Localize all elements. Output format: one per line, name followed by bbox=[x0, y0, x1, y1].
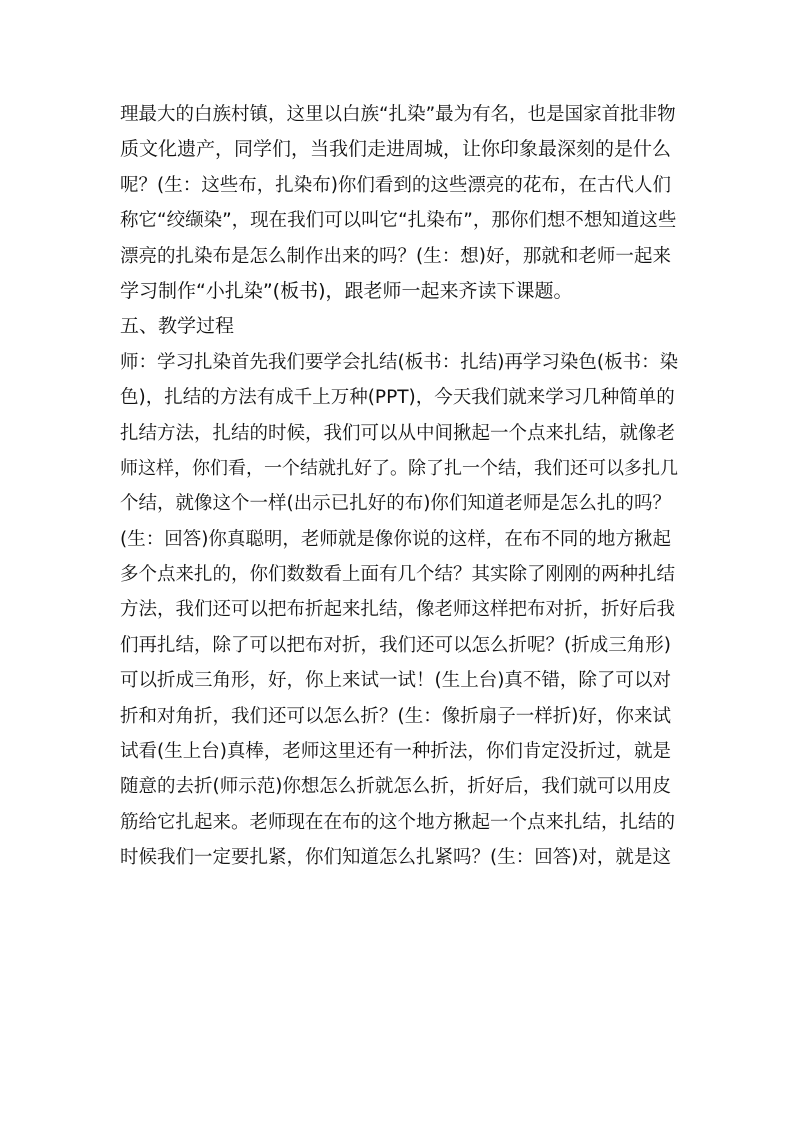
text-line: 可以折成三角形，好，你上来试一试！(生上台)真不错，除了可以对 bbox=[120, 670, 671, 692]
text-line: 随意的去折(师示范)你想怎么折就怎么折，折好后，我们就可以用皮 bbox=[120, 776, 671, 798]
text-line: 们再扎结，除了可以把布对折，我们还可以怎么折呢？(折成三角形) bbox=[120, 634, 671, 656]
section-heading: 五、教学过程 bbox=[120, 315, 235, 338]
text-line: 师这样，你们看，一个结就扎好了。除了扎一个结，我们还可以多扎几 bbox=[120, 457, 678, 479]
text-line: 个结，就像这个一样(出示已扎好的布)你们知道老师是怎么扎的吗？ bbox=[120, 493, 671, 515]
text-line: 多个点来扎的，你们数数看上面有几个结？其实除了刚刚的两种扎结 bbox=[120, 564, 676, 586]
text-line: 漂亮的扎染布是怎么制作出来的吗？(生：想)好，那就和老师一起来 bbox=[120, 245, 671, 267]
text-line: 称它“绞缬染”，现在我们可以叫它“扎染布”，那你们想不想知道这些 bbox=[120, 210, 677, 232]
text-line: 质文化遗产，同学们，当我们走进周城，让你印象最深刻的是什么 bbox=[120, 138, 672, 161]
text-line: 学习制作“小扎染”(板书)，跟老师一起来齐读下课题。 bbox=[120, 279, 573, 302]
document-body bbox=[120, 97, 680, 876]
text-line: 理最大的白族村镇，这里以白族“扎染”最为有名，也是国家首批非物 bbox=[120, 104, 676, 125]
text-line: 筋给它扎起来。老师现在在布的这个地方揪起一个点来扎结，扎结的 bbox=[120, 811, 676, 833]
text-line: (生：回答)你真聪明，老师就是像你说的这样，在布不同的地方揪起 bbox=[120, 528, 671, 550]
text-line: 色)，扎结的方法有成千上万种(PPT)，今天我们就来学习几种简单的 bbox=[120, 387, 675, 409]
text-line: 时候我们一定要扎紧，你们知道怎么扎紧吗？(生：回答)对，就是这 bbox=[120, 847, 671, 869]
text-line: 方法，我们还可以把布折起来扎结，像老师这样把布对折，折好后我 bbox=[120, 599, 676, 621]
text-line: 扎结方法，扎结的时候，我们可以从中间揪起一个点来扎结，就像老 bbox=[120, 422, 676, 444]
text-line: 师：学习扎染首先我们要学会扎结(板书：扎结)再学习染色(板书：染 bbox=[120, 351, 679, 373]
text-line: 呢？(生：这些布，扎染布)你们看到的这些漂亮的花布，在古代人们 bbox=[120, 174, 671, 196]
text-line: 折和对角折，我们还可以怎么折？(生：像折扇子一样折)好，你来试 bbox=[120, 705, 671, 727]
text-line: 试看(生上台)真棒，老师这里还有一种折法，你们肯定没折过，就是 bbox=[120, 741, 671, 763]
